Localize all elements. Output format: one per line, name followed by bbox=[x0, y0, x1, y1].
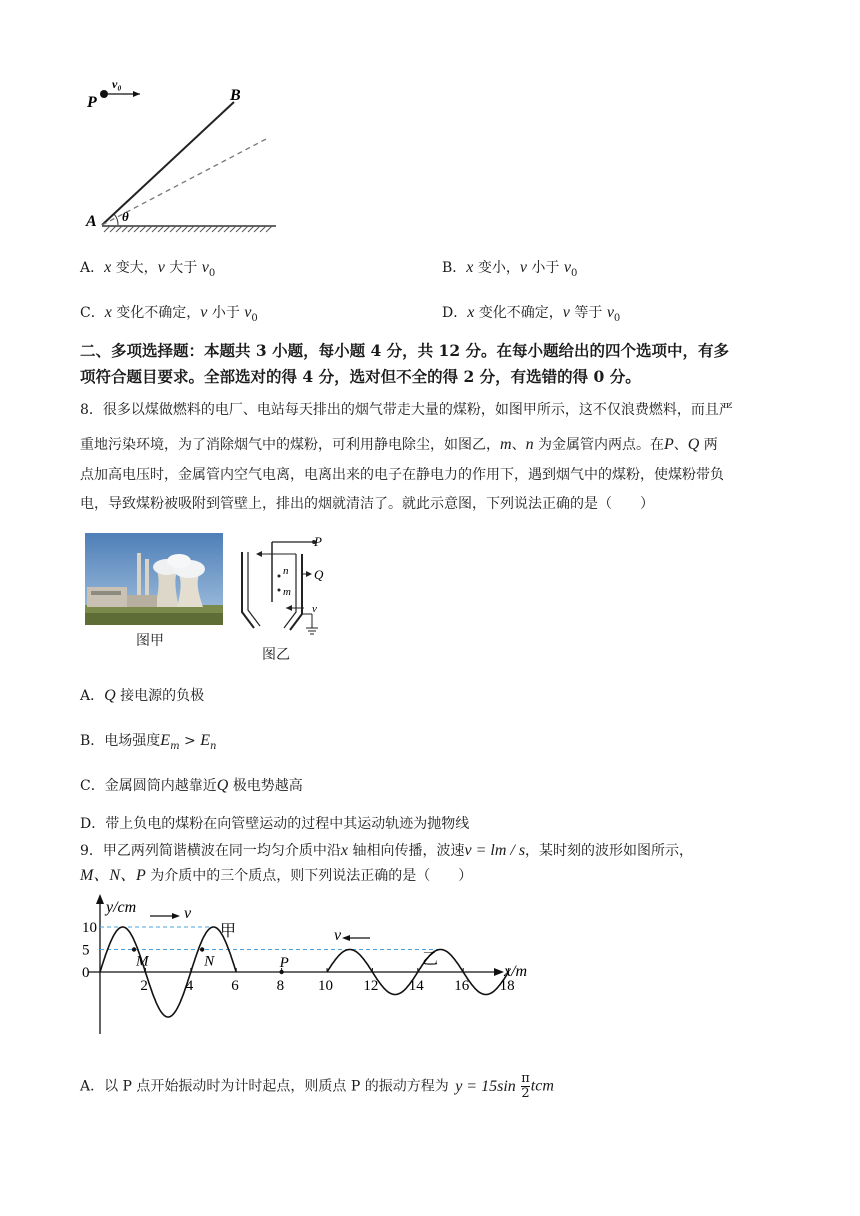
precipitator-diagram bbox=[234, 532, 344, 642]
point-M bbox=[132, 947, 136, 951]
x-axis-label: x/m bbox=[504, 963, 528, 980]
section-2-heading-line2: 项符合题目要求。全部选对的得 4 分，选对但不全的得 2 分，有选错的得 0 分。 bbox=[80, 367, 641, 386]
x-tick-10: 10 bbox=[318, 978, 333, 994]
wave-chart bbox=[80, 892, 540, 1042]
x-tick-14: 14 bbox=[408, 978, 424, 994]
particle-P bbox=[100, 90, 108, 98]
y-axis-label: y/cm bbox=[106, 899, 137, 916]
q7-option-b: B．x 变小，v 小于 $v_0$ bbox=[442, 259, 578, 279]
caption-yi: 图乙 bbox=[262, 647, 290, 663]
section-2-heading-line1: 二、多项选择题：本题共 3 小题，每小题 4 分，共 12 分。在每小题给出的四个选项中，有多 bbox=[80, 341, 730, 360]
x-tick-8: 8 bbox=[276, 978, 285, 994]
label-A: A bbox=[86, 213, 97, 230]
q8-option-b: B．电场强度$E_m > E_n$ bbox=[80, 732, 217, 752]
point-label-M: M bbox=[136, 953, 149, 970]
svg-text:m: m bbox=[283, 586, 291, 598]
y-tick-10: 10 bbox=[82, 920, 97, 936]
q8-line4: 电，导致煤粉被吸附到管壁上，排出的烟就清洁了。就此示意图，下列说法正确的是（ ） bbox=[80, 496, 654, 512]
q8-line3: 点加高电压时，金属管内空气电离，电离出来的电子在静电力的作用下，遇到烟气中的煤粉，使煤粉带负 bbox=[80, 467, 724, 483]
power-plant-photo bbox=[85, 533, 223, 625]
svg-text:Q: Q bbox=[314, 567, 324, 582]
x-tick-18: 18 bbox=[499, 978, 515, 994]
velocity-label-yi: v bbox=[334, 927, 342, 944]
x-tick-12: 12 bbox=[363, 978, 379, 994]
y-tick-5: 5 bbox=[82, 942, 90, 959]
q8-line1: 8．很多以煤做燃料的电厂、电站每天排出的烟气带走大量的煤粉，如图甲所示，这不仅浪费燃料，而且严 bbox=[80, 402, 733, 418]
q9-option-a: A．以 P 点开始振动时为计时起点，则质点 P 的振动方程为 y = 15sin $\frac{\pi}{2}$ tcm bbox=[80, 1071, 554, 1101]
point-label-P: P bbox=[279, 955, 289, 971]
x-tick-4: 4 bbox=[185, 978, 194, 994]
q8-option-a: A．Q 接电源的负极 bbox=[80, 687, 205, 704]
point-N bbox=[200, 947, 204, 951]
incline-figure bbox=[82, 70, 282, 240]
incline-line bbox=[102, 102, 234, 225]
label-v0: v₀ bbox=[112, 77, 122, 91]
svg-text:n: n bbox=[283, 565, 289, 577]
q7-option-a: A．x 变大，v 大于 $v_0$ bbox=[80, 259, 216, 279]
q8-line2: 重地污染环境，为了消除烟气中的煤粉，可利用静电除尘，如图乙，m、n 为金属管内两点。在P、Q 两 bbox=[80, 436, 718, 453]
y-tick-0: 0 bbox=[82, 965, 90, 981]
caption-jia: 图甲 bbox=[136, 633, 164, 649]
svg-text:v: v bbox=[312, 603, 317, 615]
q9-line2: M、N、P 为介质中的三个质点，则下列说法正确的是（ ） bbox=[80, 867, 473, 884]
label-P: P bbox=[87, 94, 97, 111]
label-B: B bbox=[230, 87, 241, 104]
wave-name-jia: 甲 bbox=[220, 923, 237, 940]
x-tick-2: 2 bbox=[140, 978, 148, 994]
q9-line1: 9．甲乙两列简谐横波在同一均匀介质中沿x 轴相向传播，波速v = lm / s，某时刻的波形如图所示， bbox=[80, 842, 694, 859]
x-tick-6: 6 bbox=[231, 978, 239, 994]
velocity-label-jia: v bbox=[184, 905, 192, 922]
label-theta: θ bbox=[122, 209, 129, 224]
q8-option-c: C．金属圆筒内越靠近Q 极电势越高 bbox=[80, 777, 303, 794]
q7-option-d: D．x 变化不确定，v 等于 $v_0$ bbox=[442, 304, 621, 324]
point-label-N: N bbox=[204, 953, 215, 970]
q7-option-c: C．x 变化不确定，v 小于 $v_0$ bbox=[80, 304, 258, 324]
svg-text:P: P bbox=[314, 534, 322, 549]
q8-option-d: D．带上负电的煤粉在向管壁运动的过程中其运动轨迹为抛物线 bbox=[80, 816, 470, 832]
x-tick-16: 16 bbox=[454, 978, 470, 994]
wave-name-yi: 乙 bbox=[422, 951, 439, 968]
